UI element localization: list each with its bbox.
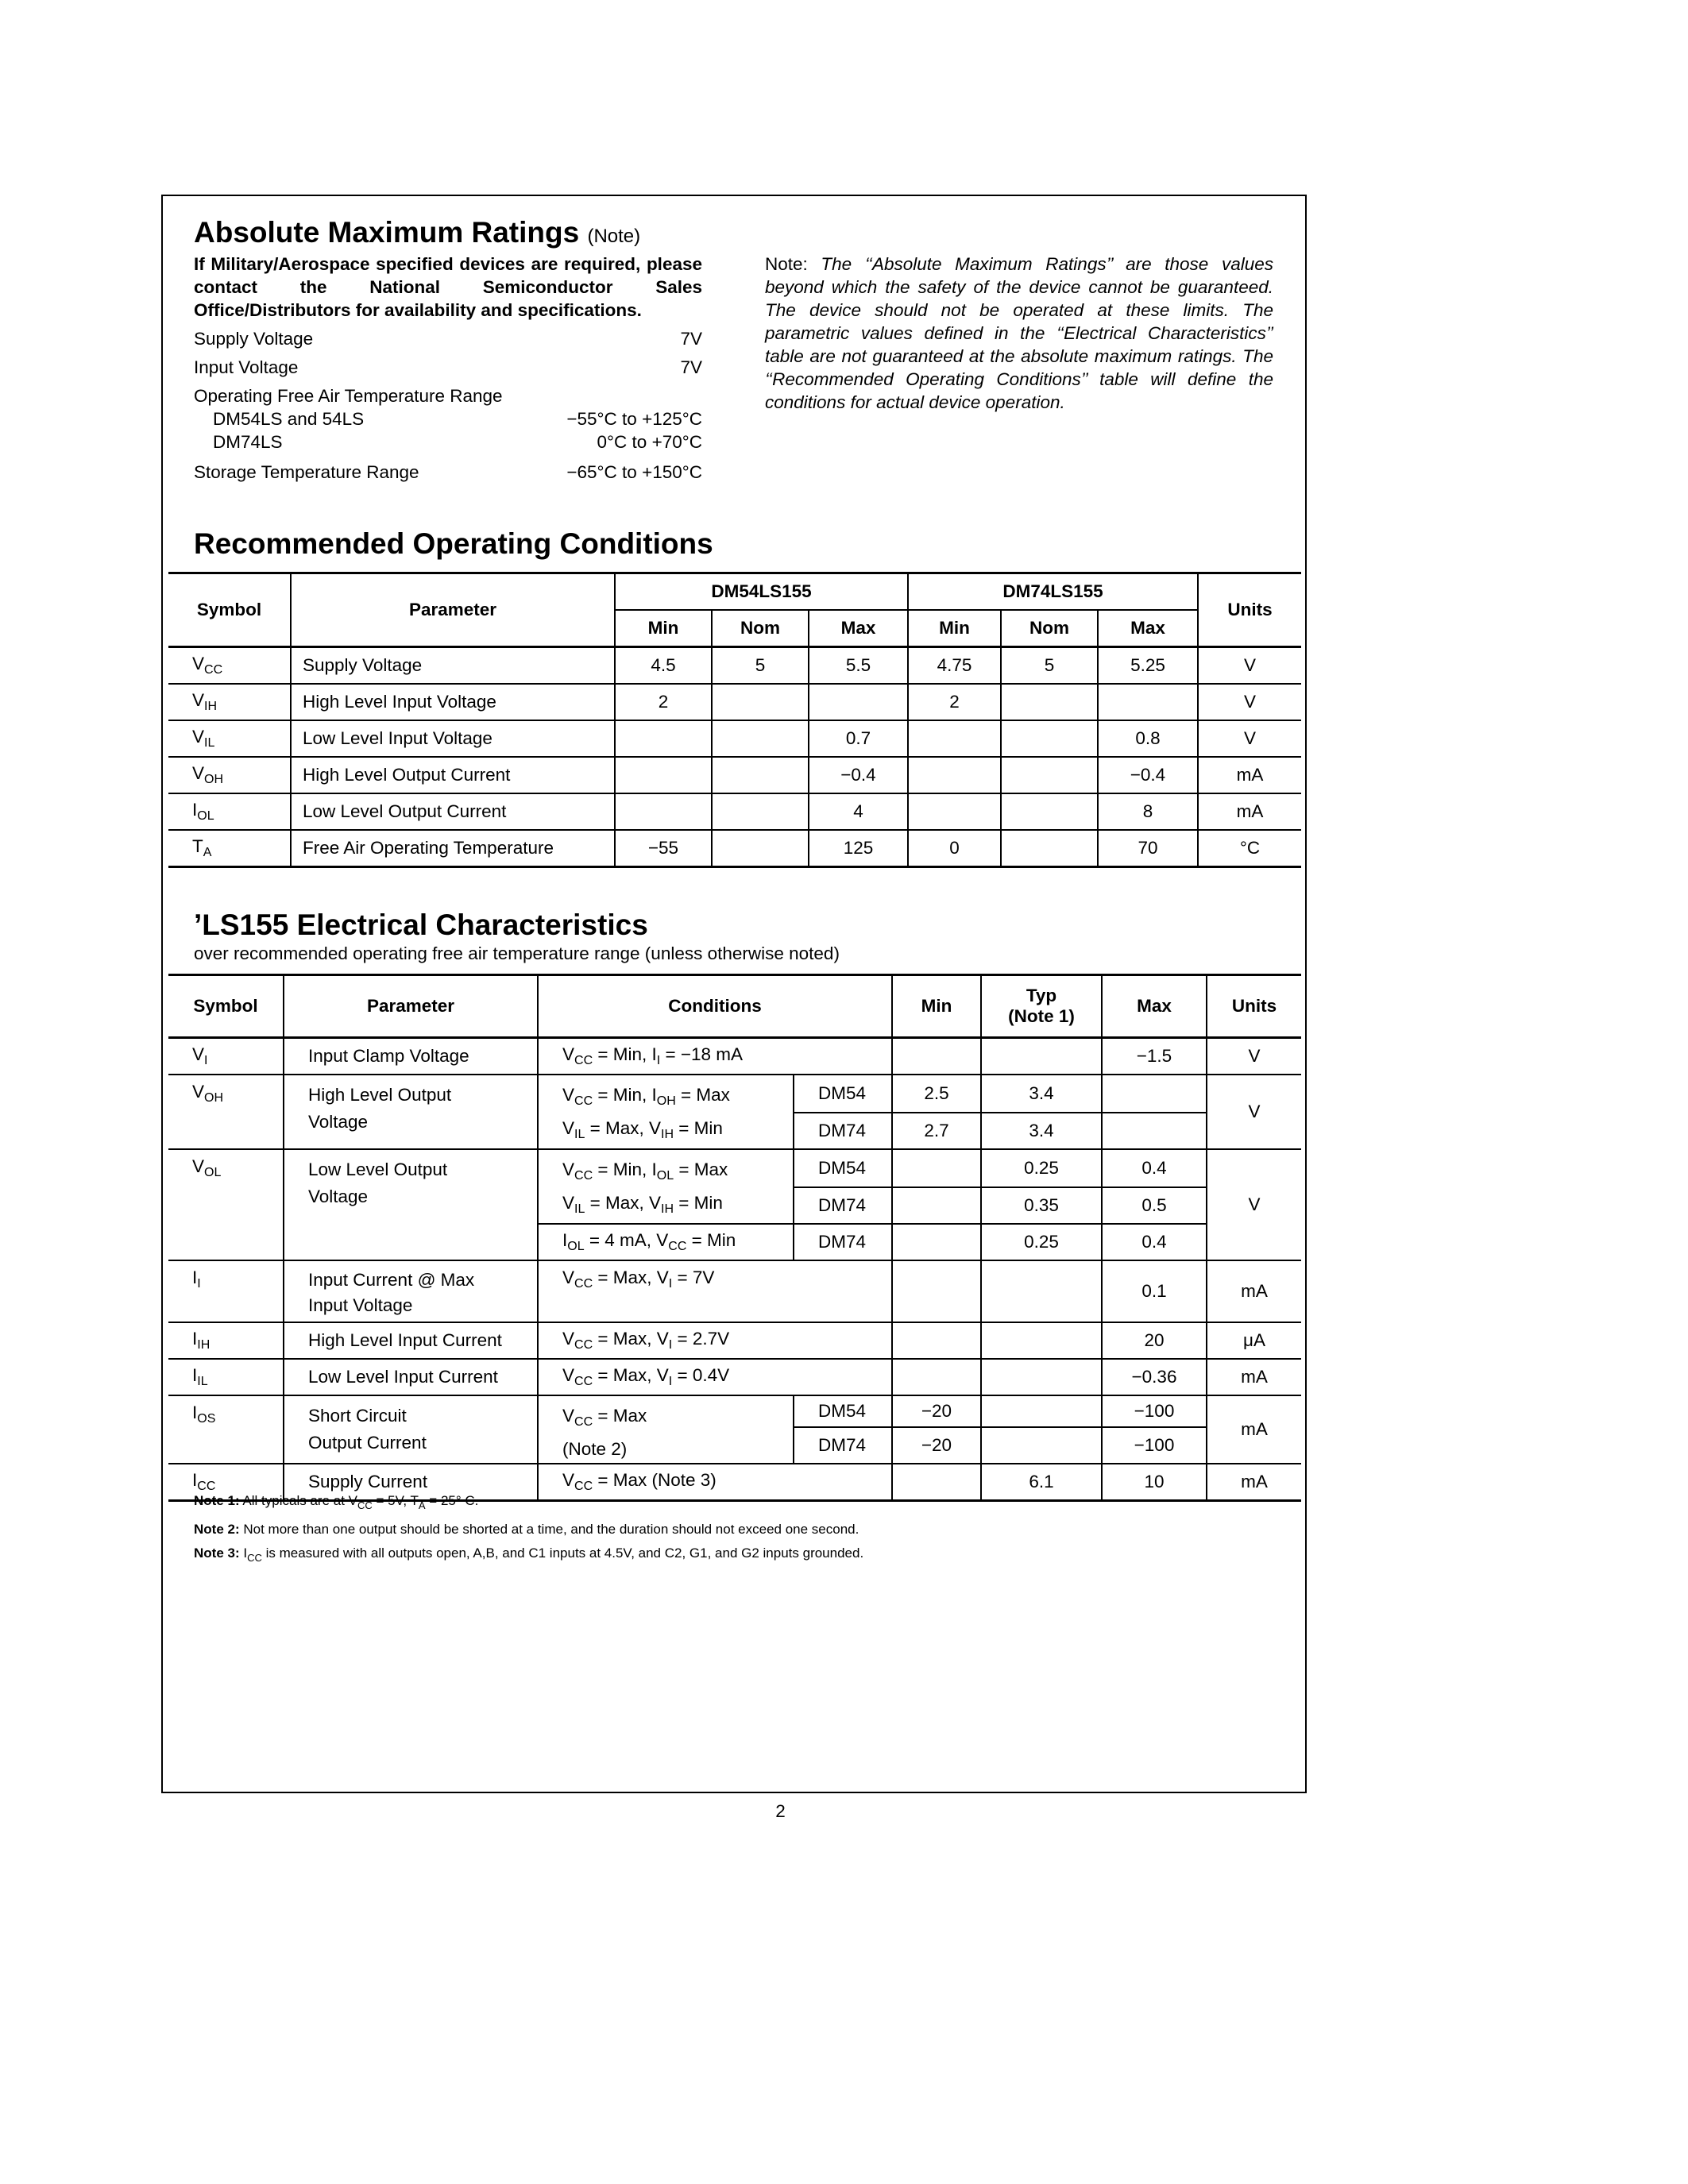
ec-units: mA: [1207, 1359, 1301, 1395]
roc-value: [809, 684, 908, 720]
roc-value: 5.25: [1098, 647, 1198, 685]
ec-typ: 0.35: [981, 1187, 1102, 1224]
amr-row: Operating Free Air Temperature Range: [194, 386, 503, 406]
ec-header-conditions: Conditions: [538, 975, 892, 1038]
amr-row: Input Voltage 7V: [194, 357, 702, 377]
military-note: If Military/Aerospace specified devices are required, please contact the National Semiconductor Sales Office/Distributors for availability and specifications.: [194, 254, 702, 320]
roc-header-max: Max: [1098, 610, 1198, 647]
roc-value: [712, 793, 809, 830]
ec-max: −1.5: [1102, 1038, 1207, 1075]
ec-header-units: Units: [1207, 975, 1301, 1038]
roc-value: [1001, 830, 1098, 867]
ec-symbol: $I_{IH}$: [192, 1329, 211, 1352]
ec-typ: 0.25: [981, 1149, 1102, 1187]
roc-units: mA: [1198, 793, 1301, 830]
amr-title-note: (Note): [587, 226, 641, 247]
roc-value: [1001, 720, 1098, 757]
roc-symbol: $I_{OL}$: [192, 800, 214, 823]
ec-max: 20: [1102, 1322, 1207, 1359]
ec-max: −0.36: [1102, 1359, 1207, 1395]
roc-value: [615, 720, 712, 757]
ec-header-typ: Typ (Note 1): [981, 975, 1102, 1038]
roc-value: [908, 720, 1001, 757]
ec-parameter: Input Current @ Max Input Voltage: [284, 1260, 538, 1322]
roc-symbol: $V_{IL}$: [192, 727, 215, 750]
roc-value: −0.4: [1098, 757, 1198, 793]
roc-value: 5.5: [809, 647, 908, 685]
roc-header-nom: Nom: [712, 610, 809, 647]
roc-value: [1001, 793, 1098, 830]
ec-min: −20: [892, 1395, 981, 1427]
ec-parameter: High Level Output Voltage: [284, 1075, 538, 1149]
ec-symbol: $V_I$: [192, 1044, 208, 1067]
roc-header-min: Min: [615, 610, 712, 647]
ec-condition: $V_{CC}$ = Min, $I_I = -18$ mA: [538, 1038, 892, 1075]
ec-units: μA: [1207, 1322, 1301, 1359]
ec-device: DM74: [794, 1427, 892, 1464]
roc-parameter: Free Air Operating Temperature: [291, 830, 615, 867]
ec-units: mA: [1207, 1464, 1301, 1501]
ec-max: 10: [1102, 1464, 1207, 1501]
roc-units: mA: [1198, 757, 1301, 793]
roc-symbol: $V_{CC}$: [192, 654, 223, 677]
ec-device: DM54: [794, 1075, 892, 1113]
ec-header-min: Min: [892, 975, 981, 1038]
roc-value: [712, 830, 809, 867]
ec-device: DM54: [794, 1395, 892, 1427]
ec-table: [168, 974, 1301, 1502]
ec-symbol: $I_{CC}$: [192, 1470, 216, 1493]
roc-units: V: [1198, 720, 1301, 757]
ec-max: 0.4: [1102, 1149, 1207, 1187]
roc-value: 2: [908, 684, 1001, 720]
roc-units: °C: [1198, 830, 1301, 867]
ec-device: DM74: [794, 1187, 892, 1224]
roc-value: 0: [908, 830, 1001, 867]
ec-typ: 3.4: [981, 1075, 1102, 1113]
ec-typ: 6.1: [981, 1464, 1102, 1501]
roc-header-units: Units: [1198, 573, 1301, 647]
roc-value: [712, 720, 809, 757]
amr-row: Supply Voltage 7V: [194, 329, 702, 349]
ec-symbol: $I_{OS}$: [192, 1403, 216, 1426]
ec-parameter: Input Clamp Voltage: [284, 1038, 538, 1075]
roc-symbol: $V_{OH}$: [192, 763, 224, 786]
roc-value: 0.7: [809, 720, 908, 757]
ec-subtitle: over recommended operating free air temperature range (unless otherwise noted): [194, 943, 840, 963]
roc-title: Recommended Operating Conditions: [194, 527, 713, 560]
roc-row: [168, 793, 1301, 830]
roc-header-symbol: Symbol: [168, 573, 291, 647]
roc-value: [1001, 684, 1098, 720]
ec-header-max: Max: [1102, 975, 1207, 1038]
roc-value: 8: [1098, 793, 1198, 830]
roc-units: V: [1198, 684, 1301, 720]
roc-row: [168, 720, 1301, 757]
roc-row: [168, 757, 1301, 793]
roc-value: [908, 757, 1001, 793]
roc-value: 4.75: [908, 647, 1001, 685]
ec-condition: $V_{CC}$ = Max, $V_I = 2.7V$: [538, 1322, 892, 1359]
ec-max: −100: [1102, 1427, 1207, 1464]
roc-value: [712, 757, 809, 793]
ec-units: V: [1207, 1038, 1301, 1075]
roc-value: 2: [615, 684, 712, 720]
roc-parameter: Low Level Input Voltage: [291, 720, 615, 757]
roc-value: 125: [809, 830, 908, 867]
ec-title: ’LS155 Electrical Characteristics: [194, 909, 648, 941]
roc-header-min: Min: [908, 610, 1001, 647]
amr-title: Absolute Maximum Ratings (Note): [194, 216, 641, 249]
roc-header-dm74: DM74LS155: [908, 573, 1198, 611]
ec-condition: $V_{CC}$ = Max (Note 2): [538, 1395, 794, 1464]
ec-condition: $V_{CC}$ = Max (Note 3): [538, 1464, 892, 1501]
roc-header-max: Max: [809, 610, 908, 647]
roc-row: [168, 647, 1301, 685]
ec-symbol: $V_{OH}$: [192, 1082, 224, 1105]
ec-units: V: [1207, 1149, 1301, 1260]
ec-parameter: Supply Current: [284, 1464, 538, 1501]
ec-condition: $V_{CC}$ = Max, $V_I = 0.4V$: [538, 1359, 892, 1395]
ec-parameter: Low Level Input Current: [284, 1359, 538, 1395]
footnote-1: Note 1: All typicals are at $V_{CC} = 5V$, $T_A = 25^\circ$ C.: [194, 1493, 479, 1511]
roc-table: [168, 572, 1301, 868]
roc-parameter: High Level Output Current: [291, 757, 615, 793]
footnote-3: Note 3: $I_{CC}$ is measured with all outputs open, A,B, and C1 inputs at 4.5V, and C2, G1, and G2 inputs grounded.: [194, 1545, 864, 1564]
ec-units: mA: [1207, 1260, 1301, 1322]
ec-condition: $V_{CC}$ = Min, $I_{OH}$ = Max $V_{IL}$ = Max, $V_{IH}$ = Min: [538, 1075, 794, 1149]
ec-min: 2.7: [892, 1113, 981, 1149]
ec-device: DM74: [794, 1224, 892, 1260]
ec-typ: 0.25: [981, 1224, 1102, 1260]
ec-typ: 3.4: [981, 1113, 1102, 1149]
ec-condition: $V_{CC}$ = Min, $I_{OL}$ = Max $V_{IL}$ = Max, $V_{IH}$ = Min: [538, 1149, 794, 1224]
roc-value: [1098, 684, 1198, 720]
roc-value: 5: [712, 647, 809, 685]
roc-units: V: [1198, 647, 1301, 685]
roc-value: [615, 793, 712, 830]
ec-units: mA: [1207, 1395, 1301, 1464]
ec-symbol: $V_{OL}$: [192, 1156, 222, 1179]
roc-value: 5: [1001, 647, 1098, 685]
roc-value: −55: [615, 830, 712, 867]
ec-max: 0.4: [1102, 1224, 1207, 1260]
ec-max: 0.5: [1102, 1187, 1207, 1224]
page-number: 2: [775, 1801, 786, 1821]
ec-min: 2.5: [892, 1075, 981, 1113]
ec-symbol: $I_I$: [192, 1268, 201, 1291]
roc-parameter: Supply Voltage: [291, 647, 615, 685]
roc-row: [168, 830, 1301, 867]
roc-value: [615, 757, 712, 793]
ec-device: DM54: [794, 1149, 892, 1187]
roc-value: [712, 684, 809, 720]
roc-row: [168, 684, 1301, 720]
ec-parameter: Low Level Output Voltage: [284, 1149, 538, 1260]
footnotes: [194, 1489, 863, 1570]
footnote-2: Note 2: Not more than one output should be shorted at a time, and the duration should not exceed one second.: [194, 1522, 859, 1537]
roc-header-parameter: Parameter: [291, 573, 615, 647]
ec-condition: $I_{OL} = 4$ mA, $V_{CC}$ = Min: [538, 1224, 794, 1260]
ec-max: −100: [1102, 1395, 1207, 1427]
amr-row: Storage Temperature Range −65°C to +150°C: [194, 462, 702, 482]
ec-parameter: High Level Input Current: [284, 1322, 538, 1359]
ec-max: 0.1: [1102, 1260, 1207, 1322]
roc-symbol: $T_A$: [192, 836, 212, 859]
amr-row: DM54LS and 54LS −55°C to +125°C: [213, 409, 702, 429]
roc-header-nom: Nom: [1001, 610, 1098, 647]
ec-symbol: $I_{IL}$: [192, 1365, 208, 1388]
ec-header-symbol: Symbol: [193, 996, 258, 1016]
roc-value: −0.4: [809, 757, 908, 793]
amr-row: DM74LS 0°C to +70°C: [213, 432, 702, 452]
roc-value: 4.5: [615, 647, 712, 685]
roc-value: [908, 793, 1001, 830]
ec-units: V: [1207, 1075, 1301, 1149]
ec-condition: $V_{CC}$ = Max, $V_I = 7V$: [538, 1260, 892, 1322]
ec-header-parameter: Parameter: [284, 975, 538, 1038]
roc-symbol: $V_{IH}$: [192, 690, 218, 713]
amr-note: Note: The ‘‘Absolute Maximum Ratings’’ are those values beyond which the safety of the device cannot be guaranteed. The device should not be operated at these limits. The parametric values defined in the ‘‘Electrical Characteristics’’ table are not guaranteed at the absolute maximum ratings. The ‘‘Recommended Operating Conditions’’ table will define the conditions for actual device operation.: [765, 254, 1273, 412]
roc-value: [1001, 757, 1098, 793]
roc-value: 0.8: [1098, 720, 1198, 757]
ec-parameter: Short Circuit Output Current: [284, 1395, 538, 1464]
roc-value: 70: [1098, 830, 1198, 867]
ec-device: DM74: [794, 1113, 892, 1149]
roc-header-dm54: DM54LS155: [615, 573, 908, 611]
roc-parameter: Low Level Output Current: [291, 793, 615, 830]
roc-parameter: High Level Input Voltage: [291, 684, 615, 720]
roc-value: 4: [809, 793, 908, 830]
ec-min: −20: [892, 1427, 981, 1464]
